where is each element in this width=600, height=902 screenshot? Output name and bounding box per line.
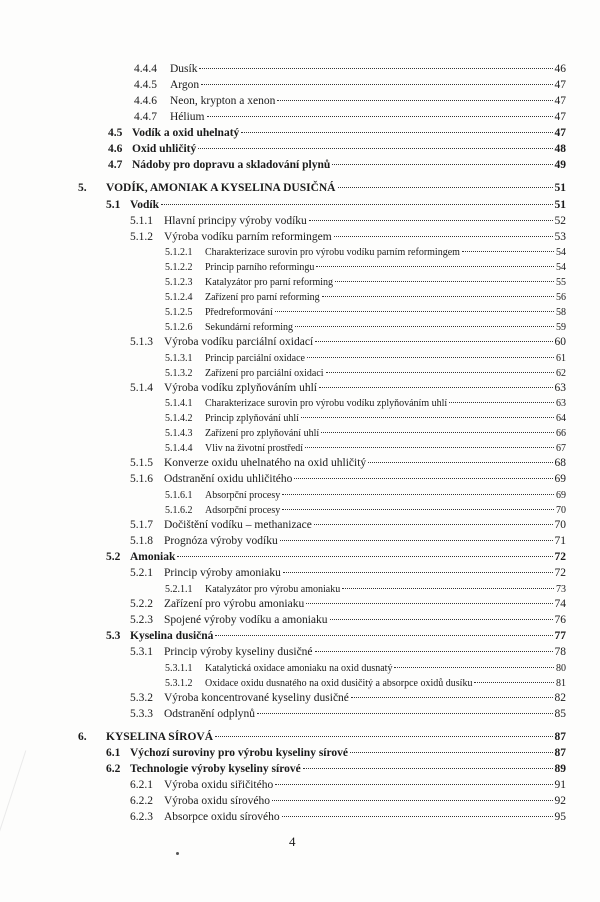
toc-number: 5.1 — [106, 199, 121, 211]
toc-number: 4.7 — [108, 159, 123, 171]
toc-page: 81 — [556, 678, 566, 689]
toc-leader — [303, 768, 553, 769]
toc-title: Dusík — [170, 63, 198, 75]
toc-leader — [474, 682, 554, 683]
toc-number: 5.1.6 — [130, 473, 153, 485]
toc-number: 5.1.2.5 — [165, 307, 193, 318]
toc-page: 48 — [554, 143, 566, 155]
toc-title: Vodík — [130, 199, 159, 211]
toc-number: 4.4.6 — [134, 95, 157, 107]
toc-number: 6.2 — [106, 763, 121, 775]
toc-title: Princip výroby amoniaku — [164, 567, 281, 579]
toc-title: Zařízení pro výrobu amoniaku — [164, 598, 305, 610]
toc-title: Amoniak — [130, 551, 176, 563]
toc-title: Vodík a oxid uhelnatý — [132, 127, 240, 139]
toc-page: 78 — [554, 646, 566, 658]
toc-leader — [351, 697, 553, 698]
toc-page: 76 — [554, 614, 566, 626]
toc-number: 5.3.3 — [130, 708, 153, 720]
toc-entry — [106, 761, 566, 778]
toc-page: 63 — [556, 398, 566, 409]
toc-number: 6.1 — [106, 747, 121, 759]
toc-leader — [294, 478, 552, 479]
toc-number: 5.2.1 — [130, 567, 153, 579]
toc-entry — [130, 565, 566, 582]
toc-leader — [201, 84, 552, 85]
toc-number: 5.1.2.1 — [165, 247, 193, 258]
toc-number: 5. — [78, 182, 87, 194]
page-number: 4 — [289, 834, 296, 849]
toc-title: Dočištění vodíku – methanizace — [164, 519, 312, 531]
toc-title: KYSELINA SÍROVÁ — [106, 731, 214, 743]
toc-leader — [335, 281, 554, 282]
toc-leader — [306, 603, 552, 604]
toc-title: Výroba vodíku zplyňováním uhlí — [164, 382, 317, 394]
toc-page: 87 — [554, 731, 566, 743]
scan-speck — [176, 852, 179, 855]
toc-number: 5.2.1.1 — [165, 584, 193, 595]
toc-number: 5.1.2.2 — [165, 262, 193, 273]
toc-page: 72 — [554, 567, 566, 579]
toc-title: Oxid uhličitý — [132, 143, 197, 155]
toc-title: Argon — [170, 79, 200, 91]
toc-page: 47 — [554, 127, 566, 139]
toc-leader — [326, 372, 554, 373]
toc-entry — [108, 157, 566, 174]
toc-entry — [106, 549, 566, 566]
toc-leader — [462, 251, 554, 252]
toc-page: 69 — [556, 490, 566, 501]
toc-page: 67 — [556, 443, 566, 454]
toc-number: 5.2.3 — [130, 614, 153, 626]
toc-page: 87 — [554, 747, 566, 759]
toc-entry — [130, 213, 566, 230]
toc-leader — [257, 713, 552, 714]
toc-number: 5.1.4.4 — [165, 443, 193, 454]
toc-title: Absorpce oxidu sírového — [164, 811, 280, 823]
toc-leader — [334, 236, 553, 237]
toc-title: Konverze oxidu uhelnatého na oxid uhličitý — [164, 457, 367, 469]
toc-page: 74 — [554, 598, 566, 610]
toc-number: 6. — [78, 731, 87, 743]
toc-entry — [130, 644, 566, 661]
toc-entry — [130, 612, 566, 629]
toc-chapter — [78, 180, 566, 197]
toc-title: Charakterizace surovin pro výrobu vodíku zplyňováním uhlí — [205, 398, 448, 409]
toc-number: 5.1.2.4 — [165, 292, 193, 303]
toc-title: Princip zplyňování uhlí — [205, 413, 299, 424]
toc-leader — [215, 736, 552, 737]
toc-title: Absorpční procesy — [205, 490, 281, 501]
toc-entry — [130, 471, 566, 488]
toc-leader — [282, 816, 553, 817]
toc-entry — [130, 517, 566, 534]
toc-title: Oxidace oxidu dusnatého na oxid dusičitý a absorpce oxidů dusíku — [205, 678, 473, 689]
toc-entry — [134, 109, 566, 126]
toc-title: Neon, krypton a xenon — [170, 95, 276, 107]
toc-page: 80 — [556, 663, 566, 674]
toc-leader — [338, 187, 553, 188]
toc-leader — [198, 148, 552, 149]
toc-page: 55 — [556, 277, 566, 288]
toc-title: Zařízení pro parní reforming — [205, 292, 320, 303]
toc-number: 6.2.1 — [130, 779, 153, 791]
toc-entry — [130, 777, 566, 794]
toc-leader — [332, 164, 552, 165]
toc-entry — [108, 141, 566, 158]
toc-number: 5.2 — [106, 551, 121, 563]
toc-number: 5.3 — [106, 630, 121, 642]
toc-number: 5.3.1.2 — [165, 678, 193, 689]
toc-leader — [314, 524, 553, 525]
toc-leader — [177, 556, 552, 557]
toc-title: Výroba oxidu siřičitého — [164, 779, 274, 791]
toc-number: 5.1.2 — [130, 231, 153, 243]
toc-leader — [283, 572, 553, 573]
toc-entry — [106, 197, 566, 214]
toc-page: 73 — [556, 584, 566, 595]
toc-entry — [108, 125, 566, 142]
toc-page: 72 — [554, 551, 566, 563]
toc-entry — [130, 596, 566, 613]
toc-page: 85 — [554, 708, 566, 720]
toc-page: 59 — [556, 322, 566, 333]
toc-number: 4.5 — [108, 127, 123, 139]
toc-number: 5.1.5 — [130, 457, 153, 469]
toc-number: 6.2.2 — [130, 795, 153, 807]
toc-page: 61 — [556, 353, 566, 364]
toc-number: 4.4.4 — [134, 63, 157, 75]
toc-leader — [161, 204, 553, 205]
toc-number: 5.1.6.2 — [165, 505, 193, 516]
toc-entry — [134, 77, 566, 94]
toc-number: 5.1.4.3 — [165, 428, 193, 439]
toc-page: 46 — [554, 63, 566, 75]
toc-title: Prognóza výroby vodíku — [164, 535, 278, 547]
toc-page: 51 — [554, 182, 566, 194]
toc-title: Výroba oxidu sírového — [164, 795, 271, 807]
toc-page: 64 — [556, 413, 566, 424]
toc-page: 49 — [554, 159, 566, 171]
toc-page: 47 — [554, 95, 566, 107]
toc-title: Výroba vodíku parciální oxidací — [164, 336, 314, 348]
toc-title: Princip parního reformingu — [205, 262, 315, 273]
toc-number: 4.6 — [108, 143, 123, 155]
toc-leader — [350, 752, 552, 753]
toc-leader — [330, 619, 553, 620]
toc-number: 6.2.3 — [130, 811, 153, 823]
toc-title: Princip parciální oxidace — [205, 353, 305, 364]
toc-leader — [449, 402, 554, 403]
toc-number: 4.4.7 — [134, 111, 157, 123]
toc-number: 5.1.2.6 — [165, 322, 193, 333]
toc-title: Katalytická oxidace amoniaku na oxid dusnatý — [205, 663, 393, 674]
toc-page: 69 — [554, 473, 566, 485]
toc-number: 5.1.4.1 — [165, 398, 193, 409]
toc-title: Katalyzátor pro parní reforming — [205, 277, 334, 288]
toc-number: 5.1.3.2 — [165, 368, 193, 379]
toc-title: Nádoby pro dopravu a skladování plynů — [132, 159, 331, 171]
toc-leader — [282, 509, 554, 510]
toc-page: 68 — [554, 457, 566, 469]
toc-leader — [316, 266, 554, 267]
toc-number: 5.1.2.3 — [165, 277, 193, 288]
toc-leader — [272, 800, 552, 801]
toc-entry — [106, 745, 566, 762]
toc-entry — [130, 809, 566, 826]
toc-title: Vliv na životní prostředí — [205, 443, 304, 454]
toc-leader — [307, 357, 554, 358]
toc-number: 5.1.7 — [130, 519, 153, 531]
toc-entry — [134, 61, 566, 78]
toc-page: 70 — [556, 505, 566, 516]
toc-chapter — [78, 729, 566, 746]
toc-leader — [322, 296, 554, 297]
toc-leader — [215, 635, 552, 636]
toc-title: Zařízení pro zplyňování uhlí — [205, 428, 320, 439]
toc-entry — [130, 533, 566, 550]
toc-number: 5.1.8 — [130, 535, 153, 547]
toc-number: 5.1.3.1 — [165, 353, 193, 364]
toc-page: 91 — [554, 779, 566, 791]
toc-title: Hélium — [170, 111, 205, 123]
toc-title: Technologie výroby kyseliny sírové — [130, 763, 301, 775]
toc-title: Spojené výroby vodíku a amoniaku — [164, 614, 328, 626]
toc-page: 77 — [554, 630, 566, 642]
toc-leader — [301, 417, 554, 418]
toc-page: 62 — [556, 368, 566, 379]
toc-page: 54 — [556, 262, 566, 273]
toc-title: Adsorpční procesy — [205, 505, 281, 516]
toc-leader — [315, 651, 553, 652]
toc-entry — [130, 706, 566, 723]
toc-page: 54 — [556, 247, 566, 258]
toc-page: 47 — [554, 79, 566, 91]
toc-entry — [130, 690, 566, 707]
toc-number: 5.3.1 — [130, 646, 153, 658]
toc-number: 5.3.1.1 — [165, 663, 193, 674]
toc-entry — [130, 455, 566, 472]
toc-page: 71 — [554, 535, 566, 547]
toc-leader — [321, 432, 554, 433]
toc-entry — [130, 334, 566, 351]
toc-title: Výchozí suroviny pro výrobu kyseliny sírové — [130, 747, 349, 759]
toc-number: 4.4.5 — [134, 79, 157, 91]
toc-page: 92 — [554, 795, 566, 807]
toc-title: Kyselina dusičná — [130, 630, 214, 642]
toc-number: 5.2.2 — [130, 598, 153, 610]
toc-title: Odstranění oxidu uhličitého — [164, 473, 293, 485]
toc-page: 60 — [554, 336, 566, 348]
toc-title: Princip výroby kyseliny dusičné — [164, 646, 313, 658]
toc-number: 5.1.4.2 — [165, 413, 193, 424]
toc-page: 58 — [556, 307, 566, 318]
toc-leader — [394, 667, 554, 668]
toc-number: 5.1.1 — [130, 215, 153, 227]
toc-page: 89 — [554, 763, 566, 775]
toc-title: VODÍK, AMONIAK A KYSELINA DUSIČNÁ — [106, 182, 336, 194]
toc-number: 5.1.3 — [130, 336, 153, 348]
toc-leader — [309, 220, 553, 221]
toc-page: 70 — [554, 519, 566, 531]
toc-leader — [282, 494, 554, 495]
toc-number: 5.1.4 — [130, 382, 153, 394]
toc-leader — [295, 326, 554, 327]
toc-title: Odstranění odplynů — [164, 708, 256, 720]
toc-title: Sekundární reforming — [205, 322, 294, 333]
toc-title: Výroba vodíku parním reformingem — [164, 231, 332, 243]
toc-leader — [241, 132, 552, 133]
toc-entry — [130, 793, 566, 810]
toc-leader — [199, 68, 552, 69]
toc-page: 82 — [554, 692, 566, 704]
toc-page: 47 — [554, 111, 566, 123]
toc-leader — [342, 588, 554, 589]
toc-title: Výroba koncentrované kyseliny dusičné — [164, 692, 349, 704]
toc-entry — [134, 93, 566, 110]
toc-page: 53 — [554, 231, 566, 243]
toc-entry — [106, 628, 566, 645]
toc-page: 52 — [554, 215, 566, 227]
toc-page: 66 — [556, 428, 566, 439]
toc-leader — [315, 341, 552, 342]
toc-leader — [277, 100, 552, 101]
toc-leader — [275, 784, 552, 785]
toc-title: Předreformování — [205, 307, 273, 318]
toc-leader — [280, 540, 553, 541]
toc-page: 95 — [554, 811, 566, 823]
toc-leader — [207, 116, 553, 117]
toc-number: 5.3.2 — [130, 692, 153, 704]
toc-leader — [319, 387, 553, 388]
toc-leader — [368, 462, 552, 463]
toc-page: 51 — [554, 199, 566, 211]
toc-page: 63 — [554, 382, 566, 394]
toc-page: 56 — [556, 292, 566, 303]
toc-leader — [275, 311, 554, 312]
toc-title: Katalyzátor pro výrobu amoniaku — [205, 584, 341, 595]
toc-title: Hlavní principy výroby vodíku — [164, 215, 307, 227]
toc-title: Charakterizace surovin pro výrobu vodíku parním reformingem — [205, 247, 460, 258]
toc-number: 5.1.6.1 — [165, 490, 193, 501]
toc-leader — [305, 447, 554, 448]
toc-title: Zařízení pro parciální oxidaci — [205, 368, 324, 379]
